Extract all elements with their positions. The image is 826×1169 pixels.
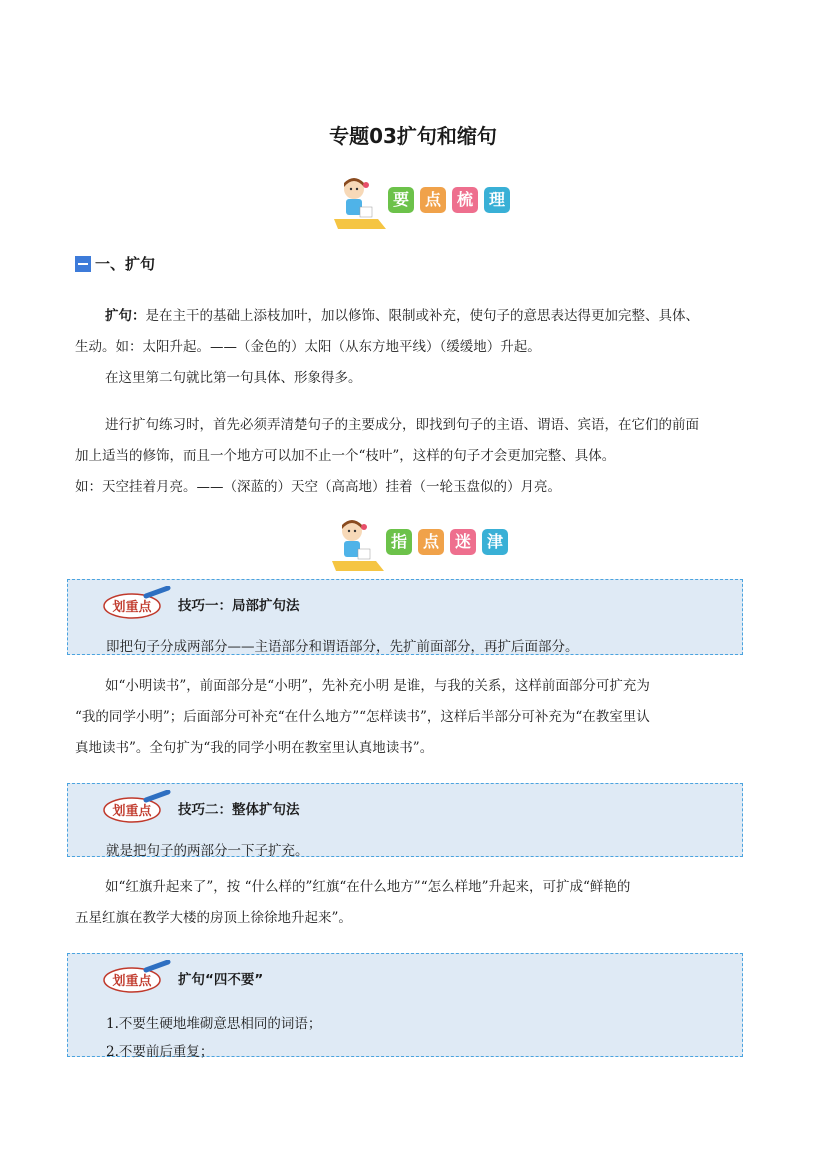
practice-line: 进行扩句练习时，首先必须弄清楚句子的主要成分，即找到句子的主语、谓语、宾语，在它们的前面 [105, 417, 699, 433]
tip-item: 1.不要生硬地堆砌意思相同的词语； [106, 1016, 322, 1032]
practice-example: 如：天空挂着月亮。——（深蓝的）天空（高高地）挂着（一轮玉盘似的）月亮。 [75, 479, 561, 495]
page-title: 专题03扩句和缩句 [329, 124, 497, 148]
banner-char: 津 [482, 529, 508, 555]
stamp-text: 划重点 [112, 804, 152, 819]
practice-paragraph [75, 410, 751, 503]
banner-char: 点 [420, 187, 446, 213]
tip-box-3 [67, 953, 743, 1060]
definition-paragraph [75, 301, 751, 394]
example-line: “我的同学小明”；后面部分可补充“在什么地方”“怎样读书”，这样后半部分可补充为“在教室里认 [75, 709, 650, 725]
section-banner-key-points [330, 175, 530, 231]
example-line: 如“红旗升起来了”，按 “什么样的”红旗“在什么地方”“怎么样地”升起来，可扩成“鲜艳的 [105, 879, 631, 895]
definition-text: 是在主干的基础上添枝加叶，加以修饰、限制或补充，使句子的意思表达得更加完整、具体、 [145, 308, 699, 324]
tip-body: 就是把句子的两部分一下子扩充。 [106, 843, 309, 859]
tip-box-1 [67, 579, 743, 655]
highlight-stamp-icon [102, 586, 172, 620]
example-line: 如“小明读书”，前面部分是“小明”，先补充小明 是谁，与我的关系，这样前面部分可扩充为 [105, 678, 650, 694]
student-writing-icon [330, 175, 388, 231]
banner-char: 要 [388, 187, 414, 213]
student-writing-icon [328, 517, 386, 573]
example-line: 真地读书”。全句扩为“我的同学小明在教室里认真地读书”。 [75, 740, 434, 756]
practice-line: 加上适当的修饰，而且一个地方可以加不止一个“枝叶”，这样的句子才会更加完整、具体。 [75, 448, 616, 464]
stamp-text: 划重点 [112, 974, 152, 989]
tip-body: 即把句子分成两部分——主语部分和谓语部分，先扩前面部分，再扩后面部分。 [106, 639, 579, 655]
example-paragraph-2 [75, 872, 751, 934]
tip-title: 扩句“四不要” [178, 972, 264, 988]
highlight-stamp-icon [102, 790, 172, 824]
section-banner-tips [328, 517, 528, 573]
tip-item: 2.不要前后重复； [106, 1044, 214, 1060]
banner-char: 迷 [450, 529, 476, 555]
tip-title: 技巧二：整体扩句法 [178, 802, 300, 818]
example-paragraph-1 [75, 671, 751, 764]
definition-example: 生动。如：太阳升起。——（金色的）太阳（从东方地平线）（缓缓地）升起。 [75, 339, 541, 355]
pen-icon [75, 256, 91, 272]
banner-char: 指 [386, 529, 412, 555]
example-line: 五星红旗在教学大楼的房顶上徐徐地升起来”。 [75, 910, 352, 926]
banner-char: 点 [418, 529, 444, 555]
highlight-stamp-icon [102, 960, 172, 994]
tip-title: 技巧一：局部扩句法 [178, 598, 300, 614]
section-heading [75, 253, 155, 274]
definition-note: 在这里第二句就比第一句具体、形象得多。 [105, 370, 362, 386]
banner-char: 梳 [452, 187, 478, 213]
tip-box-2 [67, 783, 743, 857]
section-heading-text: 一、扩句 [95, 255, 156, 273]
banner-char: 理 [484, 187, 510, 213]
definition-label: 扩句： [105, 308, 146, 324]
stamp-text: 划重点 [112, 600, 152, 615]
